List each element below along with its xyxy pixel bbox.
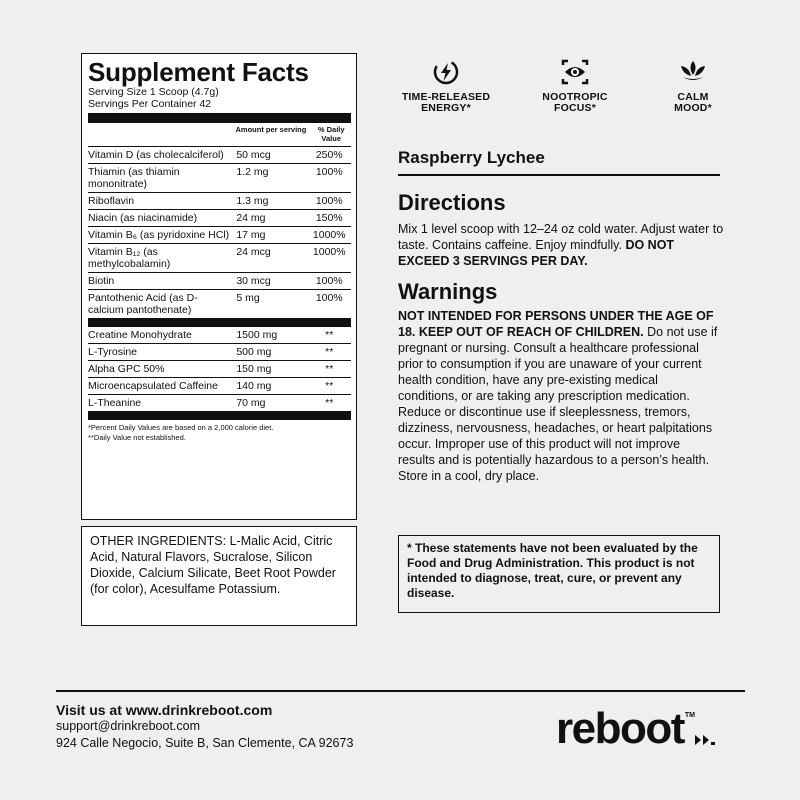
amount-column-label: Amount per serving — [235, 125, 307, 134]
nutrient-row — [88, 395, 351, 411]
other-ingredients: OTHER INGREDIENTS: L-Malic Acid, Citric Acid, Natural Flavors, Sucralose, Silicon Dioxide, Calcium Silicate, Beet Root Powder (for color), Acesulfame Potassium. — [81, 526, 357, 626]
facts-footnote: *Percent Daily Values are based on a 2,000 calorie diet. — [88, 423, 274, 432]
footer-divider — [56, 690, 745, 692]
nutrient-name: Vitamin B₁₂ (as methylcobalamin) — [88, 246, 171, 270]
benefit-energy — [396, 58, 496, 114]
facts-footnote: **Daily Value not established. — [88, 433, 186, 442]
nutrient-dv: ** — [325, 329, 334, 341]
benefit-label: FOCUS* — [553, 102, 597, 114]
nutrient-name: Thiamin (as thiamin mononitrate) — [88, 166, 180, 190]
nutrient-row — [88, 147, 351, 164]
nutrient-name: Creatine Monohydrate — [88, 329, 192, 341]
directions-warning: DO NOT EXCEED 3 SERVINGS PER DAY. — [398, 238, 675, 268]
nutrient-row — [88, 290, 351, 318]
blend-rows — [88, 327, 351, 411]
facts-title: Supplement Facts — [88, 57, 309, 87]
nutrient-name: Pantothenic Acid (as D-calcium pantothenate) — [88, 292, 198, 316]
nutrient-amount: 70 mg — [236, 397, 266, 409]
nutrient-name: Vitamin D (as cholecalciferol) — [88, 149, 224, 161]
nutrient-dv: ** — [325, 346, 334, 358]
logo-wordmark: reboot — [556, 704, 684, 753]
nutrient-amount: 150 mg — [236, 363, 272, 375]
nutrient-dv: 1000% — [312, 229, 346, 241]
nutrient-amount: 500 mg — [236, 346, 272, 358]
nutrient-name: Niacin (as niacinamide) — [88, 212, 198, 224]
benefit-label: ENERGY* — [421, 102, 471, 114]
nutrient-row — [88, 193, 351, 210]
support-email[interactable]: support@drinkreboot.com — [56, 719, 201, 733]
reboot-logo — [556, 702, 717, 752]
nutrient-row — [88, 210, 351, 227]
nutrient-name: L-Tyrosine — [88, 346, 138, 358]
nutrient-amount: 1.3 mg — [236, 195, 269, 207]
nutrient-dv: 150% — [315, 212, 343, 224]
logo-trademark: TM — [684, 712, 695, 719]
facts-column-header — [88, 123, 351, 147]
warnings-body: Do not use if pregnant or nursing. Consult a healthcare professional prior to consumption if you are unaware of your current health condition, have any pre-existing medical conditions, or are taking any prescription medication. Reduce or discontinue use if sleeplessness, tremors, dizziness, nervousness, headaches, or heart palpitations occur. Improper use of this product will not improve results and is potentially hazardous to a person’s health. Store in a cool, dry place. — [398, 325, 718, 483]
nutrient-amount: 5 mg — [236, 292, 260, 304]
warnings-bold: NOT INTENDED FOR PERSONS UNDER THE AGE OF 18. KEEP OUT OF REACH OF CHILDREN. — [398, 309, 714, 339]
directions-body: Mix 1 level scoop with 12–24 oz cold water. Adjust water to taste. Contains caffeine. Enjoy mindfully. — [398, 222, 724, 252]
directions-heading: Directions — [398, 190, 506, 215]
benefit-focus — [530, 58, 620, 114]
benefits-row — [388, 58, 728, 118]
address: 924 Calle Negocio, Suite B, San Clemente, CA 92673 — [56, 736, 354, 750]
nutrient-row — [88, 164, 351, 193]
benefit-label: TIME-RELEASED — [401, 91, 491, 103]
warnings-text — [398, 308, 720, 484]
serving-size: Serving Size 1 Scoop (4.7g) — [88, 86, 219, 98]
flavor-name: Raspberry Lychee — [398, 148, 720, 176]
nutrient-dv: 250% — [315, 149, 343, 161]
nutrient-amount: 24 mg — [236, 212, 266, 224]
fda-disclaimer: * These statements have not been evaluated by the Food and Drug Administration. This product is not intended to diagnose, treat, cure, or prevent any disease. — [398, 535, 720, 613]
warnings-heading: Warnings — [398, 279, 498, 304]
nutrient-amount: 1.2 mg — [236, 166, 269, 178]
directions-text — [398, 221, 724, 269]
nutrient-row — [88, 344, 351, 361]
nutrient-row — [88, 327, 351, 344]
vitamin-rows — [88, 147, 351, 318]
contact-info — [56, 702, 353, 752]
benefit-calm — [658, 58, 728, 114]
facts-divider-bar — [88, 318, 351, 327]
benefit-label: MOOD* — [674, 102, 712, 114]
nutrient-name: Riboflavin — [88, 195, 135, 207]
nutrient-row — [88, 361, 351, 378]
nutrient-name: Alpha GPC 50% — [88, 363, 165, 375]
servings-per-container: Servings Per Container 42 — [88, 98, 212, 110]
nutrient-row — [88, 378, 351, 395]
nutrient-dv: 1000% — [312, 246, 346, 258]
nutrient-amount: 50 mcg — [236, 149, 271, 161]
nutrient-amount: 24 mcg — [236, 246, 271, 258]
nutrient-row — [88, 227, 351, 244]
nutrient-dv: 100% — [315, 292, 343, 304]
lotus-icon — [678, 58, 708, 86]
facts-divider-bar — [88, 411, 351, 420]
nutrient-dv: 100% — [315, 166, 343, 178]
nutrient-dv: 100% — [315, 195, 343, 207]
nutrient-row — [88, 244, 351, 273]
facts-divider-bar — [88, 113, 351, 123]
nutrient-name: Vitamin B₆ (as pyridoxine HCl) — [88, 229, 230, 241]
eye-focus-icon — [560, 58, 590, 86]
lightning-bolt-icon — [432, 58, 460, 86]
nutrient-amount: 1500 mg — [236, 329, 278, 341]
benefit-label: CALM — [677, 91, 709, 103]
nutrient-name: L-Theanine — [88, 397, 142, 409]
play-arrows-icon — [695, 733, 717, 747]
nutrient-name: Biotin — [88, 275, 115, 287]
nutrient-dv: ** — [325, 380, 334, 392]
benefit-label: NOOTROPIC — [542, 91, 608, 103]
nutrient-dv: ** — [325, 363, 334, 375]
website-link[interactable]: Visit us at www.drinkreboot.com — [56, 702, 273, 718]
nutrient-name: Microencapsulated Caffeine — [88, 380, 218, 392]
nutrient-dv: ** — [325, 397, 334, 409]
nutrient-amount: 30 mcg — [236, 275, 271, 287]
nutrient-amount: 17 mg — [236, 229, 266, 241]
dv-column-label: % Daily Value — [317, 125, 345, 143]
nutrient-row — [88, 273, 351, 290]
nutrient-dv: 100% — [315, 275, 343, 287]
nutrient-amount: 140 mg — [236, 380, 272, 392]
supplement-facts-panel — [81, 53, 357, 520]
